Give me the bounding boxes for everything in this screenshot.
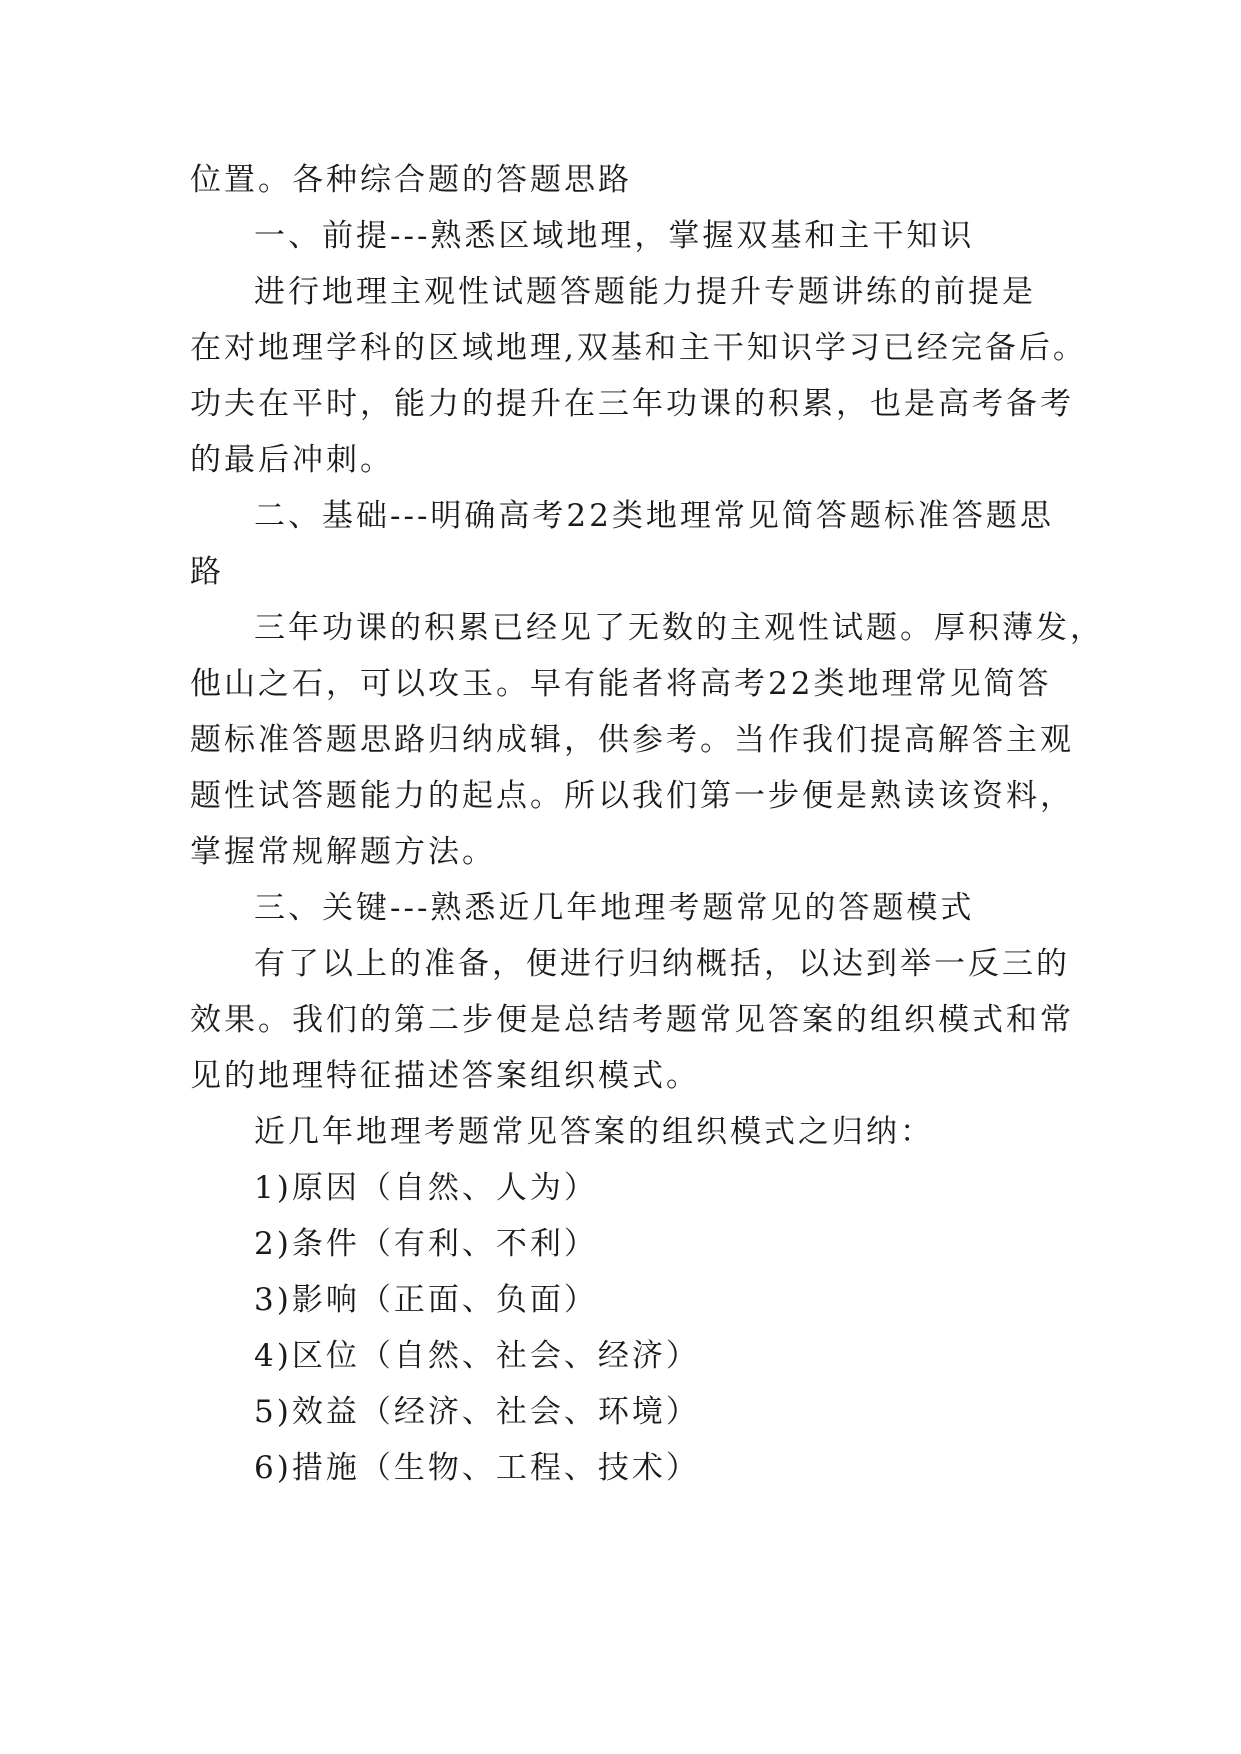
text-line-8: 路 [190, 554, 224, 590]
text-line-6: 的最后冲刺。 [190, 442, 394, 478]
list-item-6: 6)措施（生物、工程、技术） [254, 1450, 700, 1486]
section-heading-key: 三、关键---熟悉近几年地理考题常见的答题模式 [254, 890, 975, 926]
text-line-18: 近几年地理考题常见答案的组织模式之归纳： [254, 1114, 934, 1150]
text-line-12: 题性试答题能力的起点。所以我们第一步便是熟读该资料， [190, 778, 1074, 814]
text-line-17: 见的地理特征描述答案组织模式。 [190, 1058, 700, 1094]
text-line-10: 他山之石，可以攻玉。早有能者将高考22类地理常见简答 [190, 666, 1052, 702]
list-item-5: 5)效益（经济、社会、环境） [254, 1394, 700, 1430]
text-line-13: 掌握常规解题方法。 [190, 834, 496, 870]
text-line-16: 效果。我们的第二步便是总结考题常见答案的组织模式和常 [190, 1002, 1074, 1038]
list-item-1: 1)原因（自然、人为） [254, 1170, 598, 1206]
text-line-1: 位置。各种综合题的答题思路 [190, 162, 632, 198]
text-line-5: 功夫在平时，能力的提升在三年功课的积累，也是高考备考 [190, 386, 1074, 422]
section-heading-premise: 一、前提---熟悉区域地理，掌握双基和主干知识 [254, 218, 975, 254]
text-line-3: 进行地理主观性试题答题能力提升专题讲练的前提是 [254, 274, 1036, 310]
list-item-4: 4)区位（自然、社会、经济） [254, 1338, 700, 1374]
section-heading-basis: 二、基础---明确高考22类地理常见简答题标准答题思 [254, 498, 1054, 534]
list-item-2: 2)条件（有利、不利） [254, 1226, 598, 1262]
list-item-3: 3)影响（正面、负面） [254, 1282, 598, 1318]
text-line-9: 三年功课的积累已经见了无数的主观性试题。厚积薄发， [254, 610, 1104, 646]
text-line-4: 在对地理学科的区域地理,双基和主干知识学习已经完备后。 [190, 330, 1087, 366]
text-line-15: 有了以上的准备，便进行归纳概括，以达到举一反三的 [254, 946, 1070, 982]
text-line-11: 题标准答题思路归纳成辑，供参考。当作我们提高解答主观 [190, 722, 1074, 758]
